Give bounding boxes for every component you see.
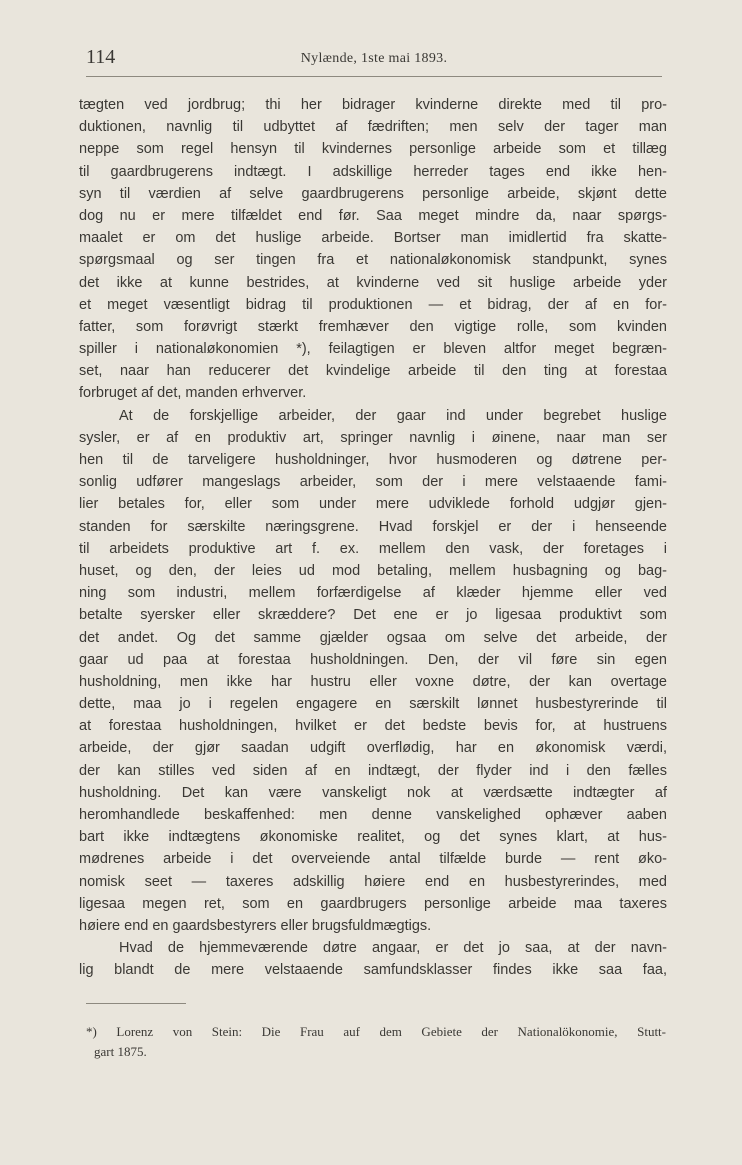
text-line: tægten ved jordbrug; thi her bidrager kvinderne direkte med til pro- bbox=[79, 97, 667, 113]
text-line: fatter, som forøvrigt stærkt fremhæver den vigtige rolle, som kvinden bbox=[79, 318, 667, 335]
text-line: huset, og den, der leies ud mod betaling, mellem husbagning og bag- bbox=[79, 562, 667, 579]
page-header bbox=[86, 44, 662, 77]
text-line: høiere end en gaardsbestyrers eller brugsfuldmægtigs. bbox=[79, 917, 432, 934]
text-line: maalet er om det huslige arbeide. Bortser man imidlertid fra skatte- bbox=[79, 230, 667, 247]
text-line: standen for særskilte næringsgrene. Hvad forskjel er der i henseende bbox=[79, 518, 667, 535]
text-line: duktionen, navnlig til udbyttet af fædriften; men selv der tager man bbox=[79, 119, 667, 136]
text-line: der kan stilles ved siden af en indtægt, der flyder ind i den fælles bbox=[79, 762, 667, 779]
text-line: lier betales for, eller som under mere udviklede forhold udgjør gjen- bbox=[79, 496, 667, 513]
text-line: til arbeidets produktive art f. ex. mellem den vask, der foretages i bbox=[79, 540, 667, 557]
text-line: syn til værdien af selve gaardbrugerens personlige arbeide, skjønt dette bbox=[79, 185, 667, 202]
text-line: sysler, er af en produktiv art, springer navnlig i øinene, naar man ser bbox=[79, 429, 667, 446]
paragraph-start-line: At de forskjellige arbeider, der gaar ind under begrebet huslige bbox=[119, 407, 667, 424]
footnote-line: gart 1875. bbox=[94, 1044, 147, 1059]
paragraph-start-line: Hvad de hjemmeværende døtre angaar, er det jo saa, at der navn- bbox=[119, 940, 667, 957]
text-line: ning som industri, mellem forfærdigelse af klæder hjemme eller ved bbox=[79, 585, 667, 602]
text-line: at forestaa husholdningen, hvilket er det bedste bevis for, at hustruens bbox=[79, 718, 667, 735]
text-line: dog nu er mere tilfældet end før. Saa meget mindre da, naar spørgs- bbox=[79, 207, 667, 224]
text-line: spørgsmaal og ser tingen fra et nationaløkonomisk standpunkt, synes bbox=[79, 252, 667, 269]
text-line: til gaardbrugerens indtægt. I adskillige herreder tages end ikke hen- bbox=[79, 163, 667, 180]
text-line: ligesaa megen ret, som en gaardbrugers personlige arbeide maa taxeres bbox=[79, 895, 667, 912]
text-line: lig blandt de mere velstaaende samfundsklasser findes ikke saa faa, bbox=[79, 962, 667, 979]
text-line: neppe som regel hensyn til kvindernes personlige arbeide som et tillæg bbox=[79, 141, 667, 158]
text-line: dette, maa jo i regelen engagere en særskilt lønnet husbestyrerinde til bbox=[79, 696, 667, 713]
text-line: husholdning. Det kan være vanskeligt nok at værdsætte indtægter af bbox=[79, 784, 667, 801]
text-line: husholdning, men ikke har hustru eller voxne døtre, der kan overtage bbox=[79, 673, 667, 690]
text-line: nomisk seet — taxeres adskillig høiere end en husbestyrerindes, med bbox=[79, 873, 667, 890]
text-line: spiller i nationaløkonomien *), feilagtigen er bleven altfor meget begræn- bbox=[79, 341, 667, 358]
running-head: Nylænde, 1ste mai 1893. bbox=[300, 51, 448, 66]
text-line: forbruget af det, manden erhverver. bbox=[79, 385, 307, 402]
text-line: set, naar han reducerer det kvindelige arbeide til den ting at forestaa bbox=[79, 363, 667, 380]
text-line: arbeide, der gjør saadan udgift overflødig, har en økonomisk værdi, bbox=[79, 740, 667, 757]
text-line: det ikke at kunne bestrides, at kvinderne ved sit huslige arbeide yder bbox=[79, 274, 667, 291]
text-line: betalte syersker eller skræddere? Det ene er jo ligesaa produktivt som bbox=[79, 607, 667, 624]
text-line: et meget væsentligt bidrag til produktionen — et bidrag, der af en for- bbox=[79, 296, 667, 313]
text-line: gaar ud paa at forestaa husholdningen. Den, der vil føre sin egen bbox=[79, 651, 667, 668]
text-line: hen til de tarveligere husholdninger, hvor husmoderen og døtrene per- bbox=[79, 452, 667, 468]
text-line: sonlig udfører mangeslags arbeider, som der i mere velstaaende fami- bbox=[79, 474, 667, 491]
text-line: bart ikke indtægtens økonomiske realitet, og det synes klart, at hus- bbox=[79, 829, 667, 846]
text-line: heromhandlede beskaffenhed: men denne vanskelighed ophæver aaben bbox=[79, 807, 667, 823]
main-text bbox=[79, 94, 667, 982]
footnote-line: *) Lorenz von Stein: Die Frau auf dem Gebiete der Nationalökonomie, Stutt- bbox=[86, 1024, 666, 1039]
footnote bbox=[86, 1022, 666, 1062]
text-line: mødrenes arbeide i det overveiende antal tilfælde burde — rent øko- bbox=[79, 851, 667, 868]
page-number: 114 bbox=[86, 46, 116, 68]
footnote-divider bbox=[86, 1003, 186, 1004]
text-line: det andet. Og det samme gjælder ogsaa om selve det arbeide, der bbox=[79, 629, 667, 646]
